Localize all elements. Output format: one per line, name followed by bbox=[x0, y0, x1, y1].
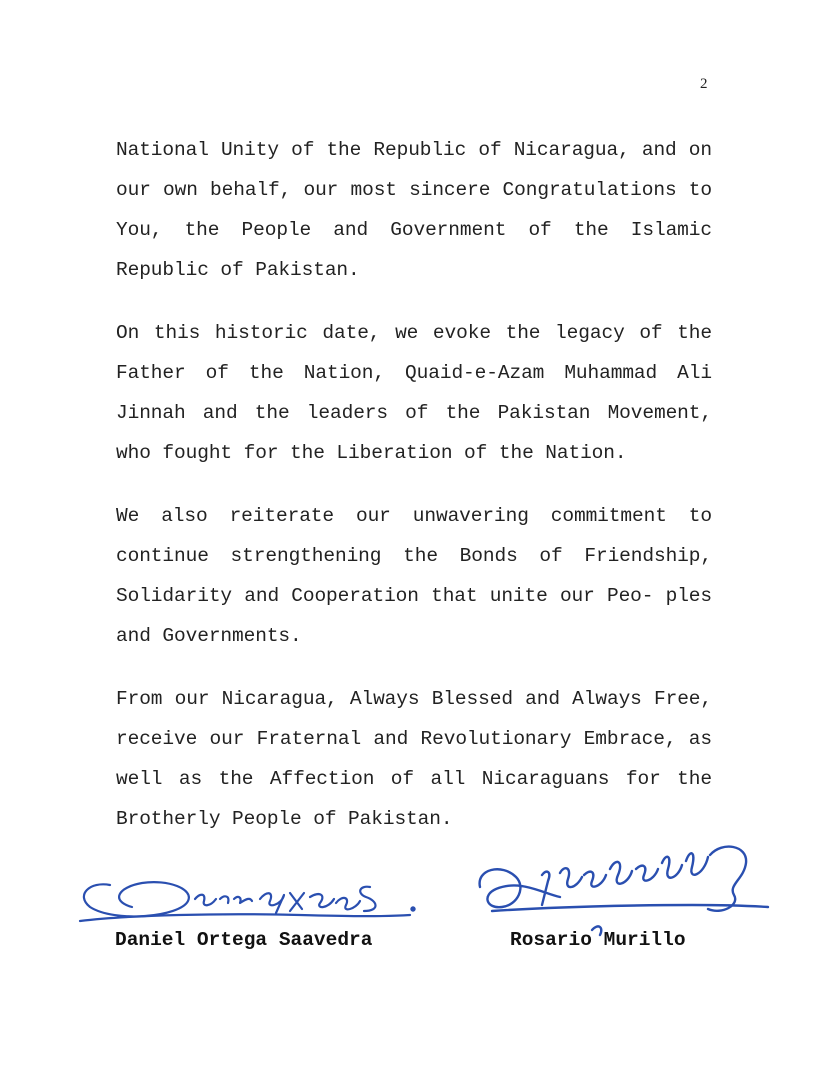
signature-murillo-image bbox=[472, 835, 772, 940]
paragraph-embrace: From our Nicaragua, Always Blessed and Always Free, receive our Fraternal and Revolutionary Embrace, as well as the Affection of all Nicaraguans for the Brotherly People of Pakistan. bbox=[116, 688, 712, 830]
letter-body bbox=[116, 130, 712, 839]
paragraph-commitment: We also reiterate our unwavering commitment to continue strengthening the Bonds of Friendship, Solidarity and Cooperation that unite our Peo- ples and Governments. bbox=[116, 505, 712, 647]
signatory-name-murillo: Rosario Murillo bbox=[510, 929, 686, 951]
signature-block bbox=[60, 835, 780, 965]
paragraph-congratulations: National Unity of the Republic of Nicaragua, and on our own behalf, our most sincere Congratulations to You, the People and Government of the Islamic Republic of Pakistan. bbox=[116, 139, 712, 281]
signatory-name-ortega: Daniel Ortega Saavedra bbox=[115, 929, 373, 951]
signature-ortega-image bbox=[70, 855, 440, 935]
page-number: 2 bbox=[700, 76, 708, 92]
paragraph-legacy: On this historic date, we evoke the legacy of the Father of the Nation, Quaid-e-Azam Muhammad Ali Jinnah and the leaders of the Pakistan Movement, who fought for the Liberation of the Nation. bbox=[116, 322, 712, 464]
